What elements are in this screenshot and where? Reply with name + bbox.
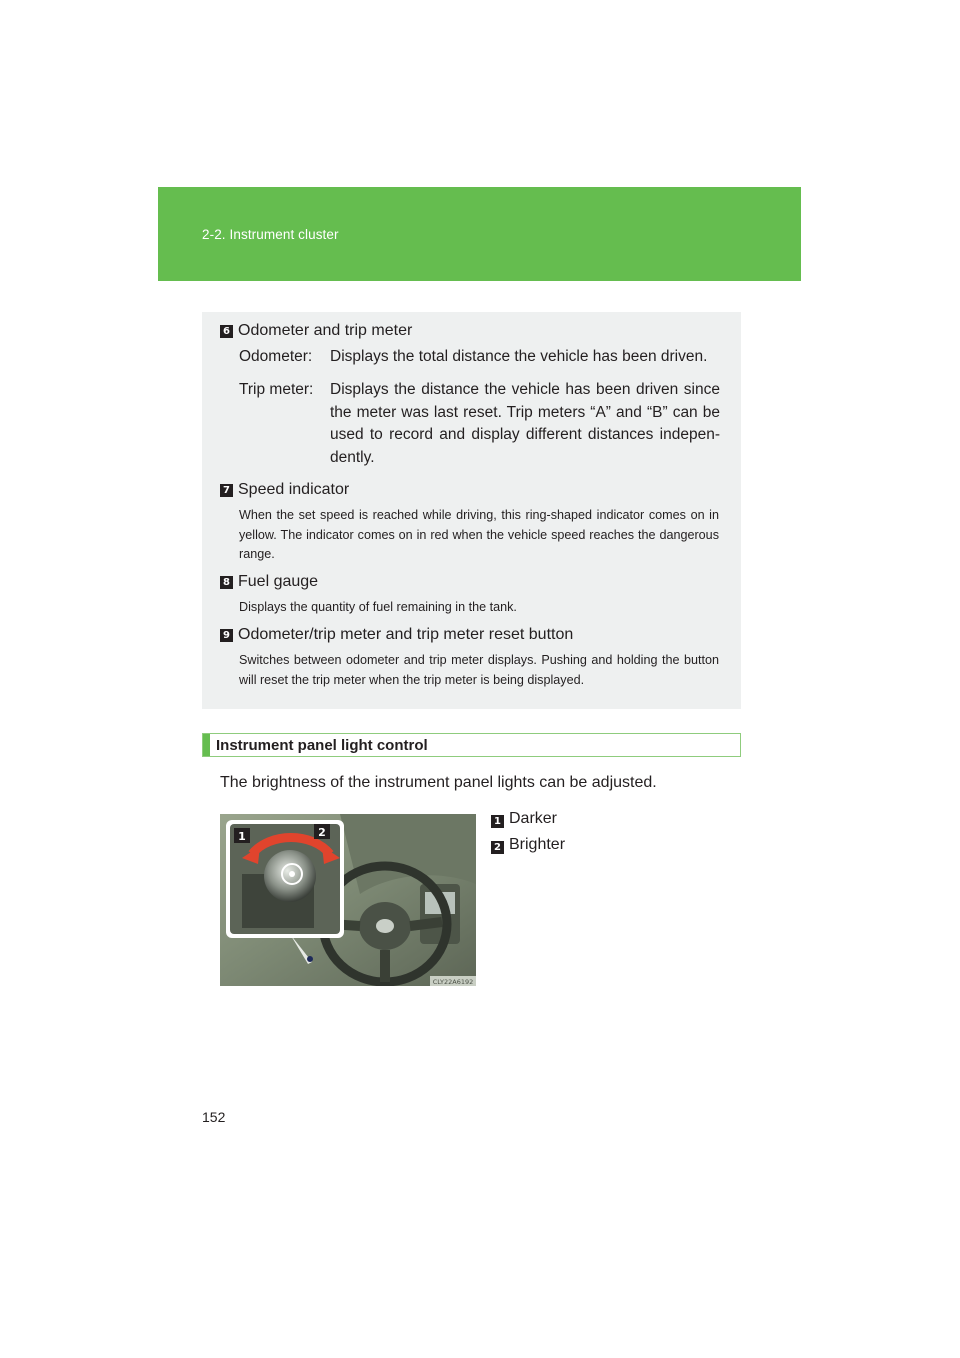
item-number-marker: 9: [220, 629, 233, 642]
item-text-fuel-gauge: Displays the quantity of fuel remaining in the tank.: [239, 600, 517, 614]
section-heading-label: Instrument panel light control: [216, 737, 428, 754]
photo-badge-2: 2: [318, 826, 326, 839]
term-odometer: Odometer:: [239, 348, 313, 365]
legend-brighter: Brighter: [509, 836, 566, 853]
legend-marker-1: 1: [491, 815, 504, 828]
item-number-marker: 8: [220, 576, 233, 589]
page-number: 152: [202, 1109, 226, 1125]
photo-code: CLY22A6192: [432, 978, 474, 986]
header-band: [158, 187, 801, 281]
dashboard-illustration: [220, 814, 476, 986]
item-text-speed-indicator: When the set speed is reached while driving, this ring-shaped indicator comes on in yellow. The indicator comes on in red when the vehicle speed reaches the dangerous range.: [239, 508, 719, 561]
item-title-fuel-gauge: Fuel gauge: [238, 573, 319, 590]
term-trip-meter: Trip meter:: [239, 381, 314, 398]
heading-accent: [203, 734, 210, 756]
definition-trip-meter: Displays the distance the vehicle has been driven since the meter was last reset. Trip meters “A” and “B” can be used to record and display different distances indepen-dently.: [330, 381, 720, 466]
item-number-marker: 6: [220, 325, 233, 338]
section-intro: The brightness of the instrument panel lights can be adjusted.: [220, 774, 657, 791]
section-heading: [202, 733, 741, 757]
photo-badge-1: 1: [238, 830, 246, 843]
definition-odometer: Displays the total distance the vehicle has been driven.: [330, 348, 708, 365]
item-title-odometer: Odometer and trip meter: [238, 322, 413, 339]
item-number-marker: 7: [220, 484, 233, 497]
section-title: 2-2. Instrument cluster: [202, 227, 339, 242]
item-title-speed-indicator: Speed indicator: [238, 481, 350, 498]
item-title-reset-button: Odometer/trip meter and trip meter reset button: [238, 626, 574, 643]
item-text-reset-button: Switches between odometer and trip meter displays. Pushing and holding the button will reset the trip meter when the trip meter is being displayed.: [239, 653, 719, 687]
dashboard-photo: [220, 814, 476, 986]
legend-marker-2: 2: [491, 841, 504, 854]
legend-darker: Darker: [509, 810, 558, 827]
